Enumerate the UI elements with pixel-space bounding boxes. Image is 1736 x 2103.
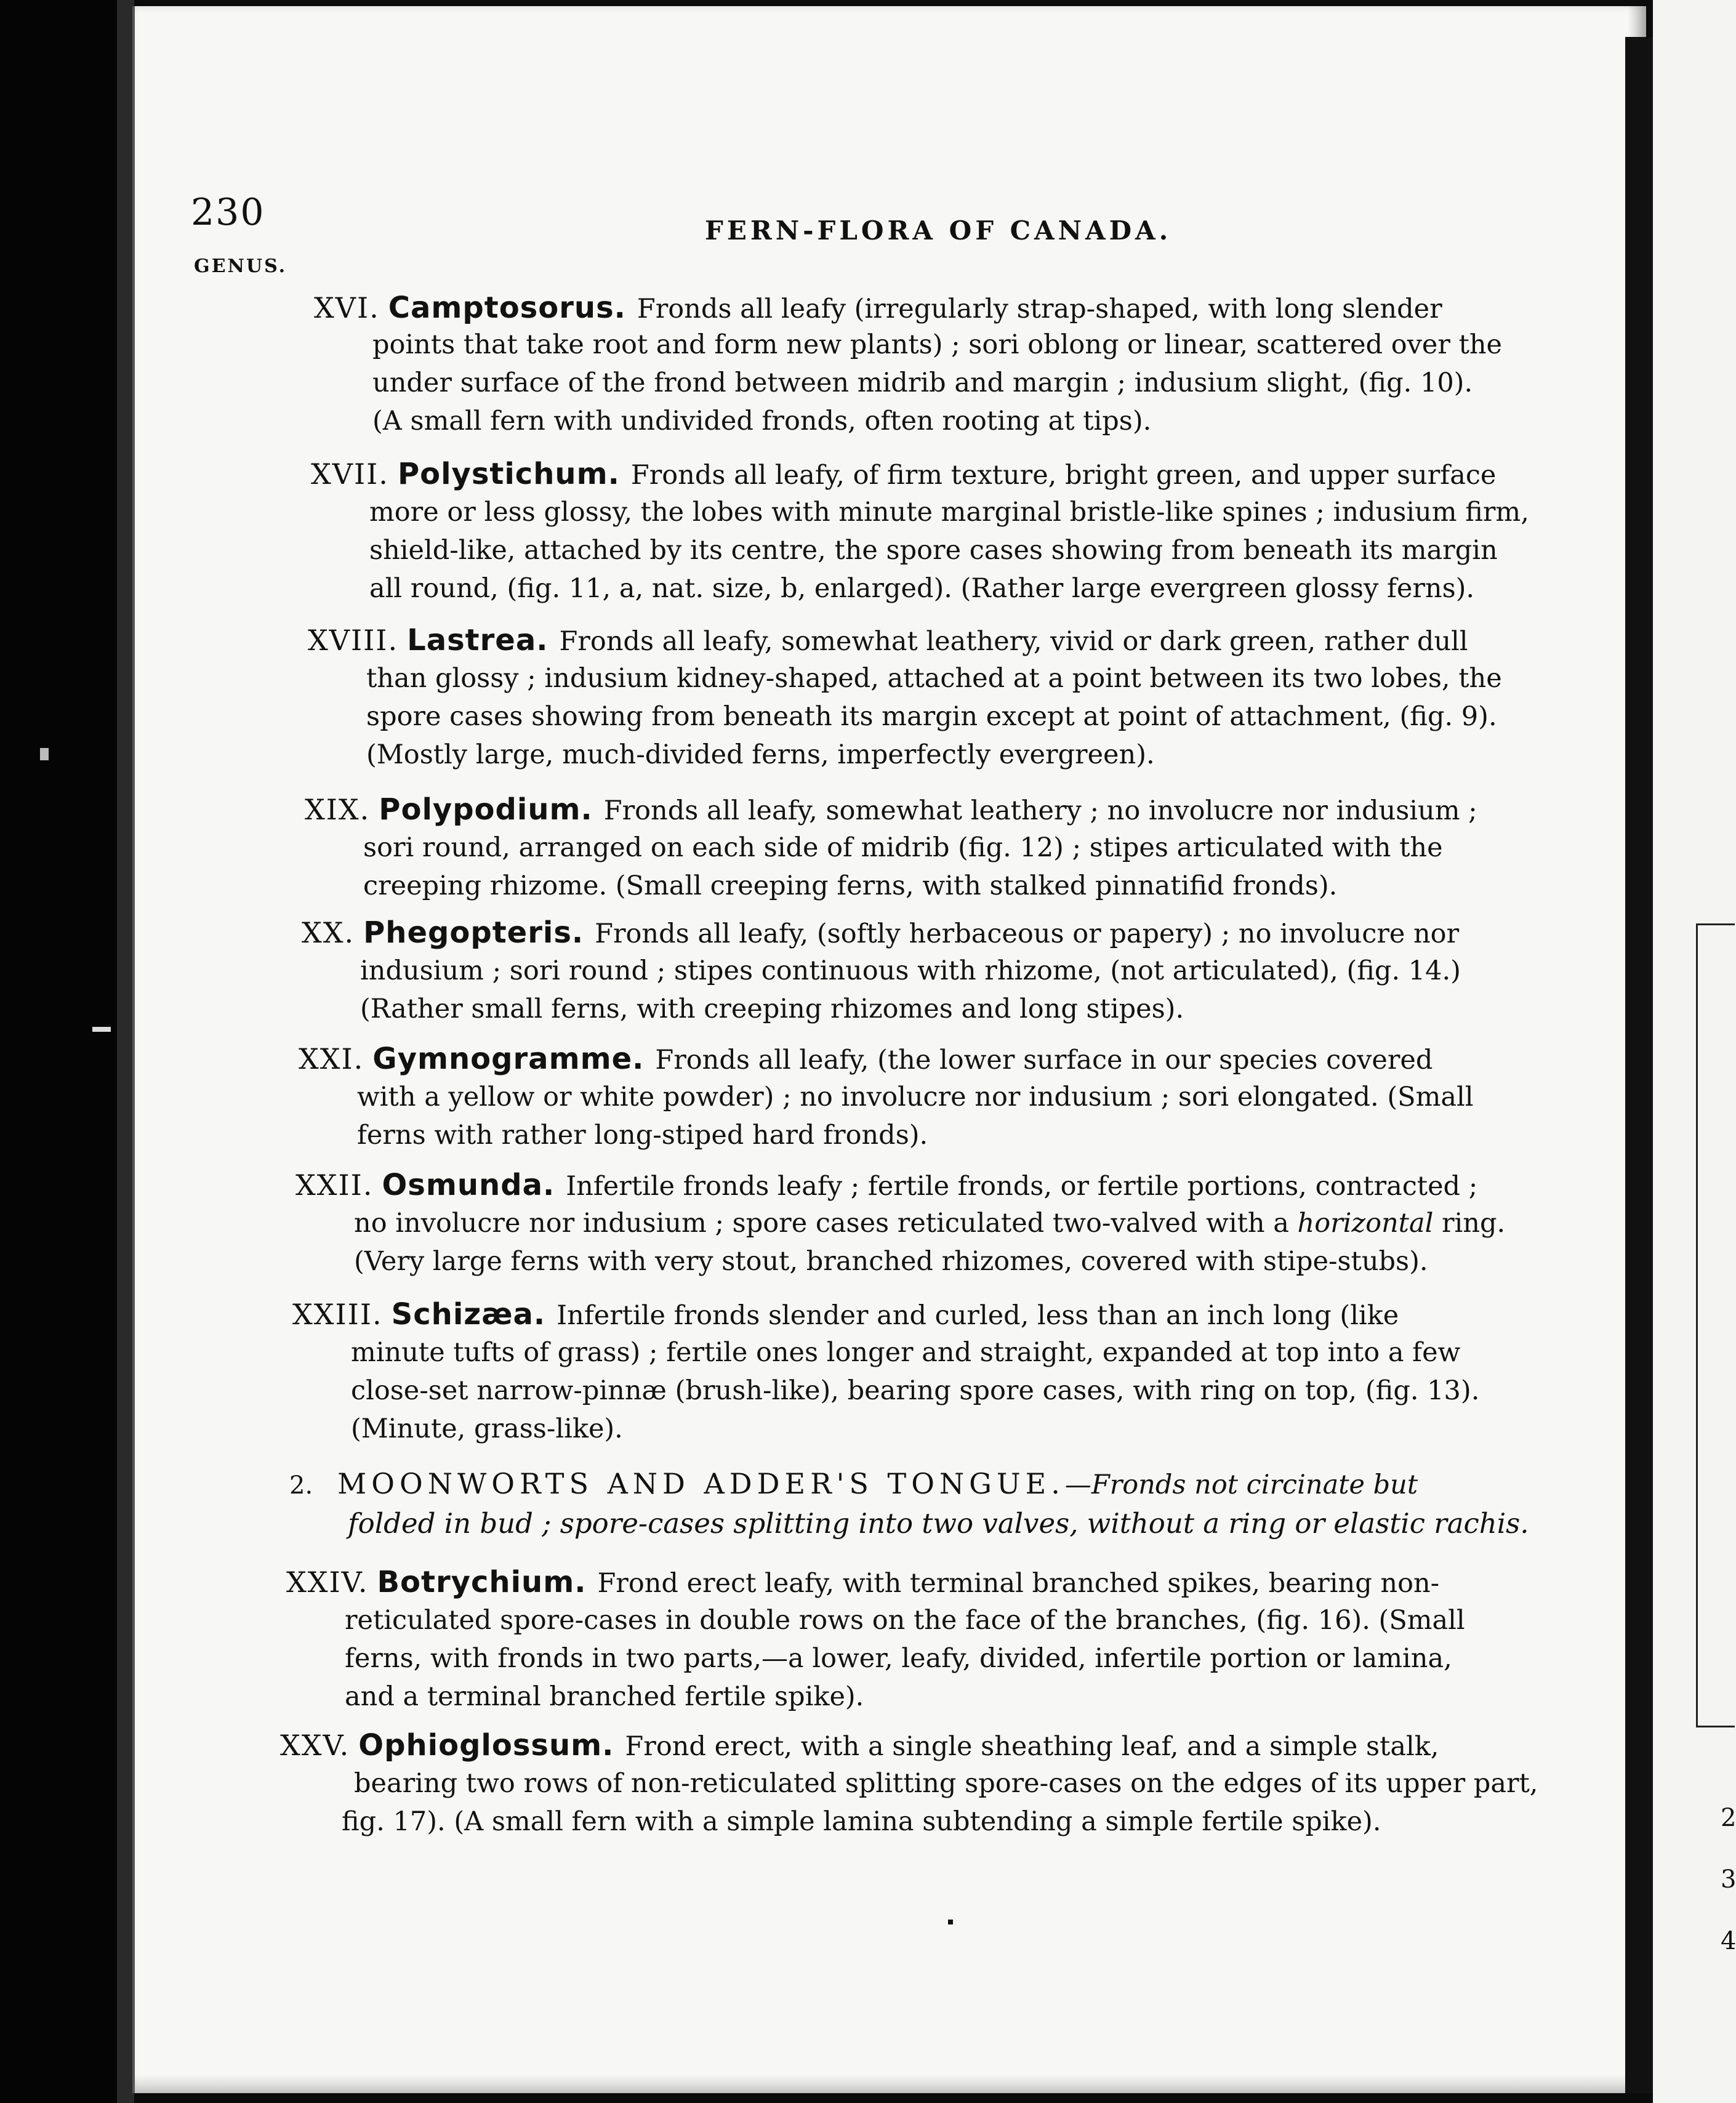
entry-line: reticulated spore-cases in double rows on the face of the branches, (fig. 16). (Small	[345, 1605, 1465, 1636]
entry-numeral: XXII.	[295, 1168, 374, 1202]
page-edge-left	[117, 0, 134, 2103]
book-gutter-right	[1625, 37, 1653, 2093]
entry-line: fig. 17). (A small fern with a simple lamina subtending a simple fertile spike).	[342, 1806, 1381, 1837]
entry-numeral: XVIII.	[308, 624, 399, 657]
entry-numeral: XXIII.	[292, 1298, 383, 1331]
entry-line: ferns, with fronds in two parts,—a lower, leafy, divided, infertile portion or lamina,	[345, 1643, 1452, 1674]
entry-numeral: XIX.	[305, 793, 371, 826]
entry-text: Infertile fronds slender and curled, less than an inch long (like	[557, 1300, 1399, 1331]
section-number: 2.	[289, 1471, 313, 1500]
genus-name: Phegopteris.	[363, 915, 584, 950]
entry-line: creeping rhizome. (Small creeping ferns, with stalked pinnatifid fronds).	[363, 871, 1338, 901]
entry-text: Fronds all leafy, of firm texture, bright green, and upper surface	[630, 460, 1497, 491]
section-subtitle: —Fronds not circinate but	[1064, 1470, 1418, 1500]
entry-line: bearing two rows of non-reticulated splitting spore-cases on the edges of its upper part,	[354, 1768, 1538, 1799]
adjacent-page-glyph: 3	[1721, 1865, 1736, 1894]
genus-name: Lastrea.	[407, 623, 549, 657]
adjacent-page-glyph: 2	[1721, 1804, 1736, 1832]
entry-text: Fronds all leafy, somewhat leathery, vivid or dark green, rather dull	[559, 626, 1468, 657]
entry-line: spore cases showing from beneath its margin except at point of attachment, (fig. 9).	[366, 701, 1497, 732]
entry-first-line	[314, 292, 1442, 324]
entry-line: ferns with rather long-stiped hard fronds).	[357, 1120, 928, 1151]
entry-text: Fronds all leafy, (the lower surface in our species covered	[655, 1045, 1433, 1076]
scan-speck	[948, 1920, 953, 1924]
genus-name: Polypodium.	[379, 792, 593, 827]
adjacent-page-figure-frame	[1696, 923, 1735, 1727]
entry-numeral: XXV.	[280, 1729, 350, 1762]
adjacent-page	[1653, 0, 1736, 2103]
genus-column-label: GENUS.	[194, 255, 287, 277]
entry-line: (Minute, grass-like).	[351, 1413, 623, 1444]
entry-line: minute tufts of grass) ; fertile ones longer and straight, expanded at top into a few	[351, 1337, 1461, 1368]
section-title: MOONWORTS AND ADDER'S TONGUE.	[337, 1467, 1065, 1500]
book-spine-left	[0, 0, 117, 2103]
adjacent-page-glyph: 4	[1721, 1927, 1736, 1955]
entry-first-line	[280, 1730, 1439, 1762]
entry-line: shield-like, attached by its centre, the spore cases showing from beneath its margin	[369, 535, 1498, 566]
entry-line: under surface of the frond between midrib and margin ; indusium slight, (fig. 10).	[372, 368, 1473, 398]
entry-text: Frond erect leafy, with terminal branched spikes, bearing non-	[597, 1568, 1440, 1599]
entry-line: and a terminal branched fertile spike).	[345, 1681, 864, 1712]
genus-name: Osmunda.	[382, 1168, 555, 1202]
entry-line: points that take root and form new plants) ; sori oblong or linear, scattered over the	[372, 329, 1502, 360]
entry-text: Infertile fronds leafy ; fertile fronds, or fertile portions, contracted ;	[566, 1171, 1478, 1202]
entry-line: (Very large ferns with very stout, branched rhizomes, covered with stipe-stubs).	[354, 1246, 1428, 1277]
entry-first-line	[308, 625, 1468, 657]
entry-first-line	[305, 794, 1477, 826]
entry-text: Fronds all leafy, somewhat leathery ; no involucre nor indusium ;	[603, 795, 1477, 826]
entry-line: (Rather small ferns, with creeping rhizomes and long stipes).	[360, 994, 1184, 1024]
genus-name: Polystichum.	[397, 457, 620, 491]
scan-speck	[40, 748, 49, 760]
genus-name: Ophioglossum.	[358, 1728, 614, 1763]
entry-line: close-set narrow-pinnæ (brush-like), bearing spore cases, with ring on top, (fig. 13).	[351, 1375, 1480, 1406]
entry-line: (A small fern with undivided fronds, often rooting at tips).	[372, 406, 1152, 436]
entry-line: with a yellow or white powder) ; no involucre nor indusium ; sori elongated. (Small	[357, 1082, 1474, 1112]
page-bottom-shade	[135, 2075, 1646, 2093]
entry-text: Fronds all leafy (irregularly strap-shaped, with long slender	[637, 294, 1442, 324]
page-number: 230	[191, 191, 265, 234]
entry-first-line	[286, 1567, 1439, 1599]
entry-first-line	[311, 459, 1496, 491]
entry-line: more or less glossy, the lobes with minute marginal bristle-like spines ; indusium firm,	[369, 497, 1529, 528]
genus-name: Botrychium.	[377, 1565, 587, 1599]
entry-numeral: XX.	[302, 916, 355, 949]
entry-first-line	[299, 1043, 1433, 1076]
entry-numeral: XXI.	[299, 1042, 364, 1076]
genus-name: Camptosorus.	[388, 291, 626, 325]
entry-numeral: XXIV.	[286, 1566, 369, 1599]
entry-line: sori round, arranged on each side of midrib (fig. 12) ; stipes articulated with the	[363, 832, 1443, 863]
entry-numeral: XVI.	[314, 291, 380, 324]
section-subtitle-line: folded in bud ; spore-cases splitting into two valves, without a ring or elastic rachis.	[348, 1507, 1529, 1540]
genus-name: Schizæa.	[391, 1297, 546, 1332]
entry-text: no involucre nor indusium ; spore cases reticulated two-valved with a	[354, 1208, 1298, 1239]
entry-first-line	[292, 1299, 1399, 1331]
entry-text: Fronds all leafy, (softly herbaceous or papery) ; no involucre nor	[595, 919, 1460, 949]
entry-text: Frond erect, with a single sheathing leaf, and a simple stalk,	[625, 1731, 1439, 1762]
entry-line	[354, 1208, 1505, 1239]
entry-line: indusium ; sori round ; stipes continuous with rhizome, (not articulated), (fig. 14.)	[360, 955, 1461, 986]
scan-speck	[92, 1027, 111, 1032]
running-head: FERN-FLORA OF CANADA.	[705, 215, 1172, 246]
entry-first-line	[295, 1170, 1477, 1202]
entry-first-line	[302, 917, 1459, 949]
section-heading	[289, 1468, 1418, 1501]
genus-name: Gymnogramme.	[372, 1042, 645, 1076]
entry-line: all round, (fig. 11, a, nat. size, b, enlarged). (Rather large evergreen glossy ferns).	[369, 573, 1475, 604]
entry-line: (Mostly large, much-divided ferns, imperfectly evergreen).	[366, 739, 1155, 770]
entry-text: ring.	[1433, 1208, 1506, 1239]
entry-numeral: XVII.	[311, 457, 389, 491]
entry-italic-word: horizontal	[1297, 1208, 1434, 1239]
entry-line: than glossy ; indusium kidney-shaped, attached at a point between its two lobes, the	[366, 663, 1502, 694]
